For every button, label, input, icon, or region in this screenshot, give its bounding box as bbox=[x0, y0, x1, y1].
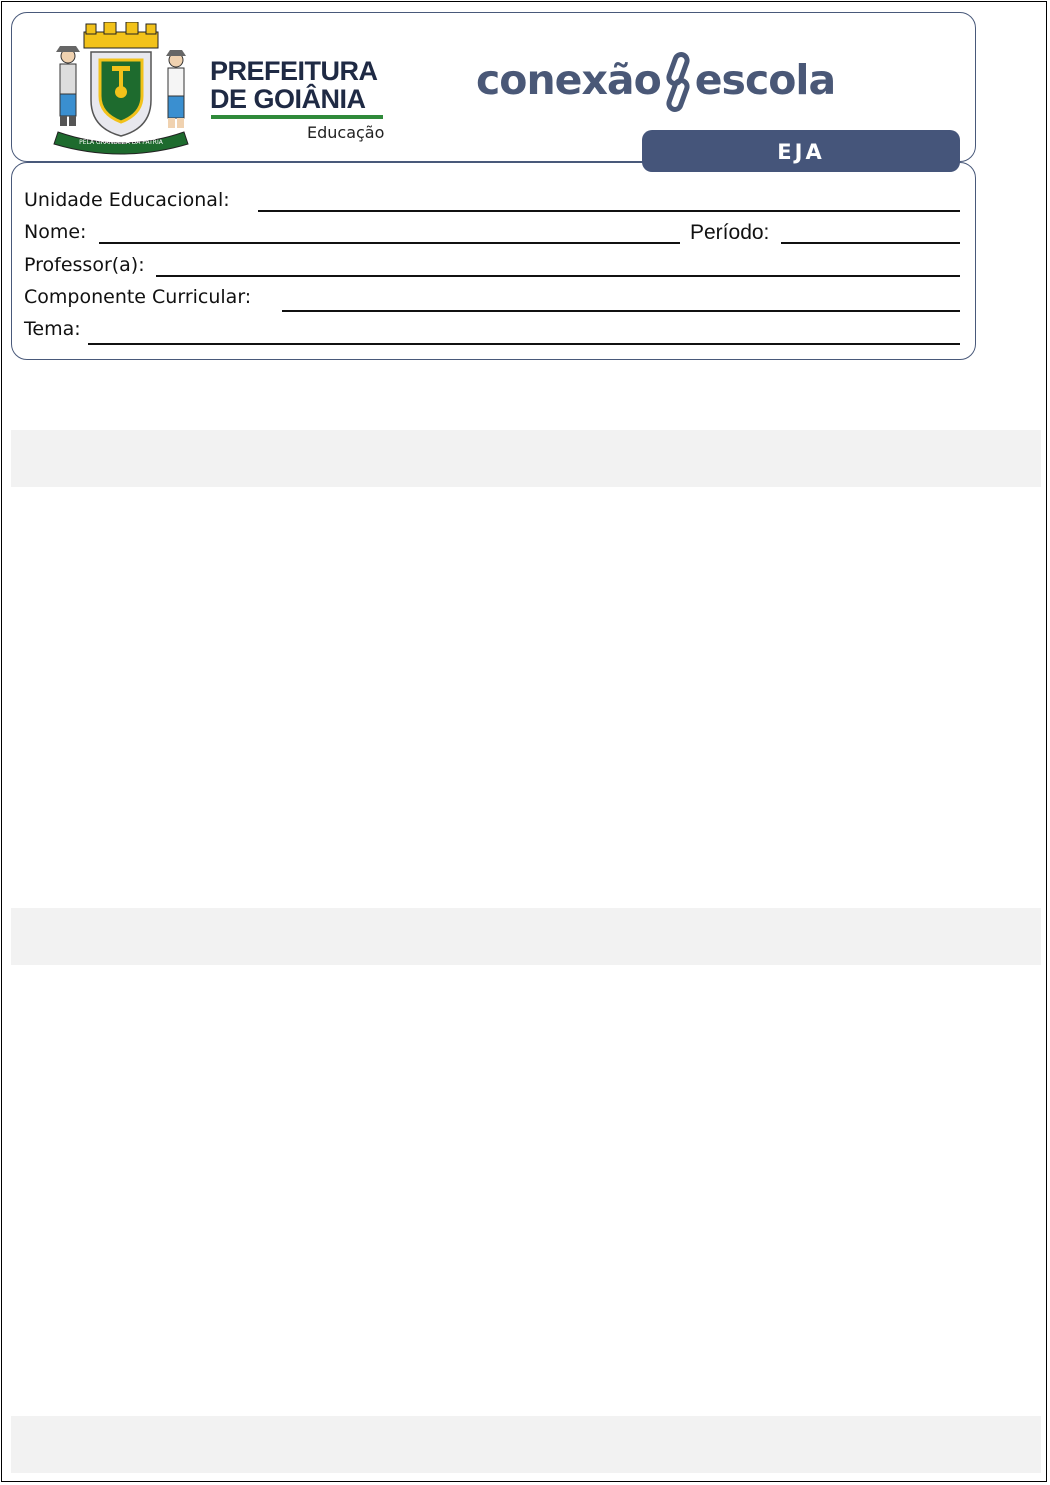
professor-field[interactable] bbox=[156, 275, 960, 277]
city-crest-icon bbox=[46, 22, 196, 156]
section-band-3 bbox=[11, 1416, 1041, 1473]
periodo-field[interactable] bbox=[781, 242, 960, 244]
crest-motto: PELA GRANDEZA DA PÁTRIA bbox=[79, 139, 163, 146]
logo-word-left: conexão bbox=[476, 56, 661, 104]
conexao-escola-logo bbox=[476, 52, 835, 116]
section-band-1 bbox=[11, 430, 1041, 487]
eja-badge: EJA bbox=[642, 130, 960, 172]
prefeitura-title-line1: PREFEITURA bbox=[210, 56, 378, 86]
tema-field[interactable] bbox=[88, 343, 960, 345]
unidade-field[interactable] bbox=[258, 210, 960, 212]
tema-label: Tema: bbox=[24, 318, 81, 340]
prefeitura-subtitle: Educação bbox=[307, 123, 385, 142]
componente-label: Componente Curricular: bbox=[24, 286, 252, 308]
section-band-2 bbox=[11, 908, 1041, 965]
periodo-label: Período: bbox=[690, 221, 770, 244]
nome-field[interactable] bbox=[99, 242, 680, 244]
professor-label: Professor(a): bbox=[24, 254, 145, 276]
chain-link-icon bbox=[661, 52, 695, 114]
prefeitura-green-rule bbox=[211, 115, 383, 119]
unidade-label: Unidade Educacional: bbox=[24, 189, 230, 211]
nome-label: Nome: bbox=[24, 221, 87, 243]
prefeitura-title-line2: DE GOIÂNIA bbox=[210, 84, 366, 114]
logo-word-right: escola bbox=[694, 56, 836, 104]
componente-field[interactable] bbox=[282, 310, 960, 312]
